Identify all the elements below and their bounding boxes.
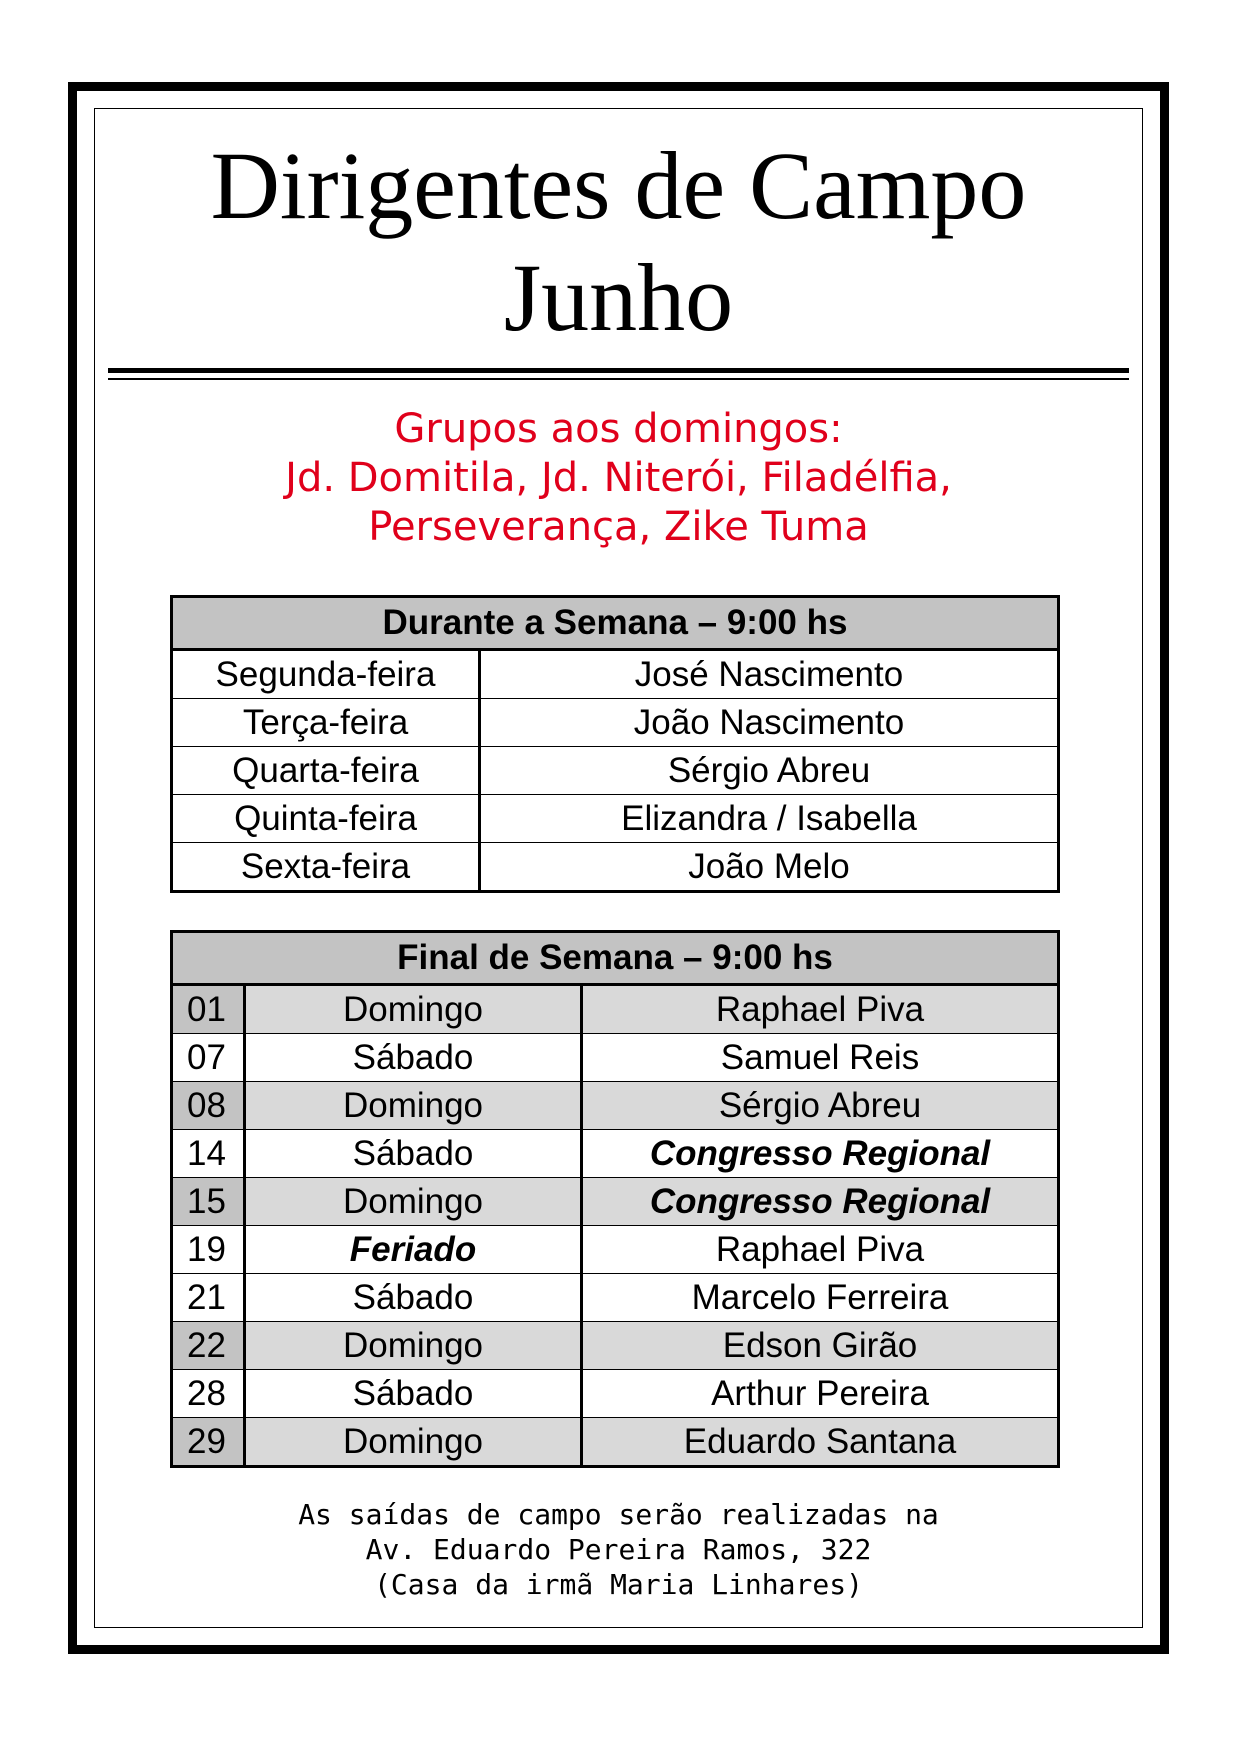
title-divider-thick — [108, 368, 1129, 373]
weekday-table-header-row — [172, 597, 1059, 650]
weekend-weekday: Sábado — [245, 1130, 582, 1178]
weekend-weekday: Domingo — [245, 1418, 582, 1467]
table-row — [172, 795, 1059, 843]
weekend-weekday: Sábado — [245, 1034, 582, 1082]
table-row — [172, 1322, 1059, 1370]
table-row — [172, 747, 1059, 795]
weekend-date: 29 — [172, 1418, 245, 1467]
weekend-leader: Raphael Piva — [582, 1226, 1059, 1274]
title-divider-thin — [108, 378, 1129, 380]
weekend-date: 22 — [172, 1322, 245, 1370]
weekend-table-header: Final de Semana – 9:00 hs — [172, 932, 1059, 985]
groups-line-2: Jd. Domitila, Jd. Niterói, Filadélfia, — [285, 455, 952, 501]
weekend-weekday: Sábado — [245, 1274, 582, 1322]
weekend-leader: Raphael Piva — [582, 985, 1059, 1034]
weekend-leader: Congresso Regional — [582, 1178, 1059, 1226]
weekday-table-header: Durante a Semana – 9:00 hs — [172, 597, 1059, 650]
weekend-date: 07 — [172, 1034, 245, 1082]
weekend-leader: Samuel Reis — [582, 1034, 1059, 1082]
groups-line-1: Grupos aos domingos: — [394, 406, 843, 452]
title-line-2: Junho — [503, 244, 734, 351]
weekend-schedule-table — [170, 930, 1060, 1468]
table-row — [172, 1274, 1059, 1322]
weekend-date: 21 — [172, 1274, 245, 1322]
weekday-day: Sexta-feira — [172, 843, 480, 892]
weekend-date: 28 — [172, 1370, 245, 1418]
meeting-location-note — [94, 1497, 1143, 1602]
table-row — [172, 985, 1059, 1034]
weekend-leader: Congresso Regional — [582, 1130, 1059, 1178]
footer-line-3: (Casa da irmã Maria Linhares) — [374, 1568, 863, 1601]
weekend-leader: Edson Girão — [582, 1322, 1059, 1370]
title-line-1: Dirigentes de Campo — [210, 132, 1027, 239]
weekend-date: 08 — [172, 1082, 245, 1130]
weekend-leader: Eduardo Santana — [582, 1418, 1059, 1467]
footer-line-2: Av. Eduardo Pereira Ramos, 322 — [365, 1533, 872, 1566]
table-row — [172, 1082, 1059, 1130]
weekday-day: Quarta-feira — [172, 747, 480, 795]
weekday-leader: João Melo — [480, 843, 1059, 892]
weekend-weekday: Domingo — [245, 1322, 582, 1370]
table-row — [172, 1130, 1059, 1178]
weekday-day: Segunda-feira — [172, 650, 480, 699]
table-row — [172, 843, 1059, 892]
weekend-leader: Marcelo Ferreira — [582, 1274, 1059, 1322]
table-row — [172, 1418, 1059, 1467]
weekend-weekday: Domingo — [245, 1178, 582, 1226]
weekend-weekday: Sábado — [245, 1370, 582, 1418]
table-row — [172, 1226, 1059, 1274]
footer-line-1: As saídas de campo serão realizadas na — [298, 1498, 939, 1531]
table-row — [172, 1178, 1059, 1226]
groups-line-3: Perseverança, Zike Tuma — [368, 504, 869, 550]
weekend-date: 01 — [172, 985, 245, 1034]
weekend-date: 15 — [172, 1178, 245, 1226]
weekend-weekday: Domingo — [245, 985, 582, 1034]
weekend-weekday: Domingo — [245, 1082, 582, 1130]
weekend-date: 19 — [172, 1226, 245, 1274]
weekday-leader: João Nascimento — [480, 699, 1059, 747]
weekend-weekday: Feriado — [245, 1226, 582, 1274]
weekend-leader: Arthur Pereira — [582, 1370, 1059, 1418]
table-row — [172, 1370, 1059, 1418]
weekend-date: 14 — [172, 1130, 245, 1178]
table-row — [172, 699, 1059, 747]
weekday-schedule-table — [170, 595, 1060, 893]
weekday-day: Quinta-feira — [172, 795, 480, 843]
table-row — [172, 1034, 1059, 1082]
weekend-table-header-row — [172, 932, 1059, 985]
weekday-leader: Sérgio Abreu — [480, 747, 1059, 795]
sunday-groups-notice — [94, 405, 1143, 552]
weekday-leader: Elizandra / Isabella — [480, 795, 1059, 843]
table-row — [172, 650, 1059, 699]
weekend-leader: Sérgio Abreu — [582, 1082, 1059, 1130]
page-title — [94, 130, 1143, 354]
weekday-day: Terça-feira — [172, 699, 480, 747]
weekday-leader: José Nascimento — [480, 650, 1059, 699]
